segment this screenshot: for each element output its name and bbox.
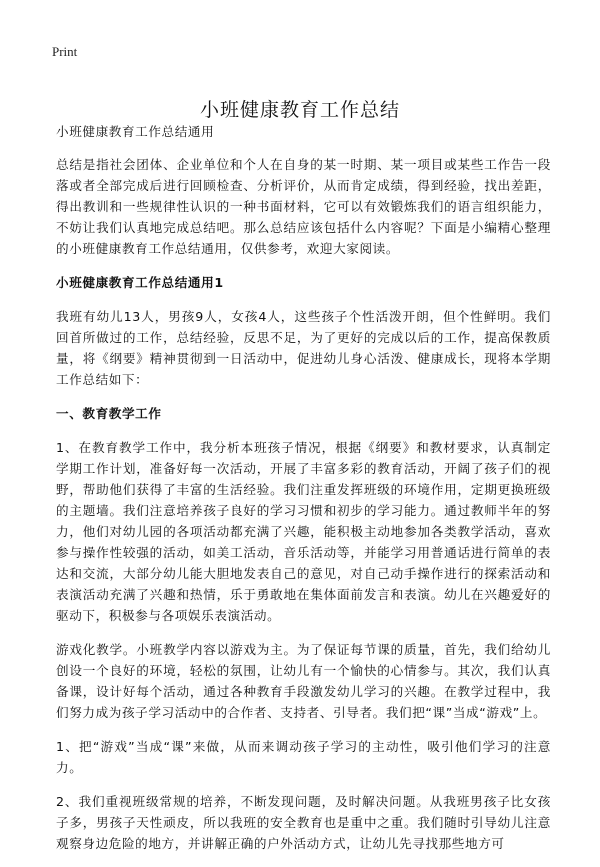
part-heading: 一、教育教学工作: [56, 406, 162, 421]
body-paragraph-1: 1、在教育教学工作中，我分析本班孩子情况，根据《纲要》和教材要求，认真制定学期工作计划，准备好每一次活动，开展了丰富多彩的教育活动，开阔了孩子们的视野，帮助他们获得了丰富的生活经验。我们注重发挥班级的环境作用，定期更换班级的主题墙。我们注意培养孩子良好的学习习惯和初步的学习能力。通过教师半年的努力，他们对幼儿园的各项活动都充满了兴趣，能积极主动地参加各类教学活动，喜欢参与操作性较强的活动，如美工活动，音乐活动等，并能学习用普通话进行简单的表达和交流，大部分幼儿能大胆地发表自己的意见，对自己动手操作进行的探索活动和表演活动充满了兴趣和热情，乐于勇敢地在集体面前发言和表演。幼儿在兴趣爱好的驱动下，积极参与各项娱乐表演活动。: [56, 440, 551, 623]
document-body: [56, 121, 551, 867]
body-paragraph-2: 游戏化教学。小班教学内容以游戏为主。为了保证每节课的质量，首先，我们给幼儿创设一个良好的环境，轻松的氛围，让幼儿有一个愉快的心情参与。其次，我们认真备课，设计好每个活动，通过各种教育手段激发幼儿学习的兴趣。在教学过程中，我们努力成为孩子学习活动中的合作者、支持者、引导者。我们把“课”当成“游戏”上。: [56, 642, 551, 720]
document-subtitle: 小班健康教育工作总结通用: [56, 124, 215, 139]
body-paragraph-4: 2、我们重视班级常规的培养，不断发现问题，及时解决问题。从我班男孩子比女孩子多，男孩子天性顽皮，所以我班的安全教育也是重中之重。我们随时引导幼儿注意观察身边危险的地方，并讲解正确的户外活动方式，让幼儿先寻找那些地方可: [56, 794, 551, 851]
intro-paragraph: 总结是指社会团体、企业单位和个人在自身的某一时期、某一项目或某些工作告一段落或者全部完成后进行回顾检查、分析评价，从而肯定成绩，得到经验，找出差距，得出教训和一些规律性认识的一种书面材料，它可以有效锻炼我们的语言组织能力，不妨让我们认真地完成总结吧。那么总结应该包括什么内容呢？下面是小编精心整理的小班健康教育工作总结通用，仅供参考，欢迎大家阅读。: [56, 157, 551, 256]
section-paragraph: 我班有幼儿13人，男孩9人，女孩4人，这些孩子个性活泼开朗，但个性鲜明。我们回首所做过的工作，总结经验，反思不足，为了更好的完成以后的工作，提高保教质量，将《纲要》精神贯彻到一日活动中，促进幼儿身心活泼、健康成长，现将本学期工作总结如下：: [56, 309, 551, 387]
body-paragraph-3: 1、把“游戏”当成“课”来做，从而来调动孩子学习的主动性，吸引他们学习的注意力。: [56, 739, 551, 775]
print-label: Print: [52, 44, 78, 59]
section-heading: 小班健康教育工作总结通用1: [56, 275, 224, 290]
document-title: 小班健康教育工作总结: [199, 98, 400, 121]
